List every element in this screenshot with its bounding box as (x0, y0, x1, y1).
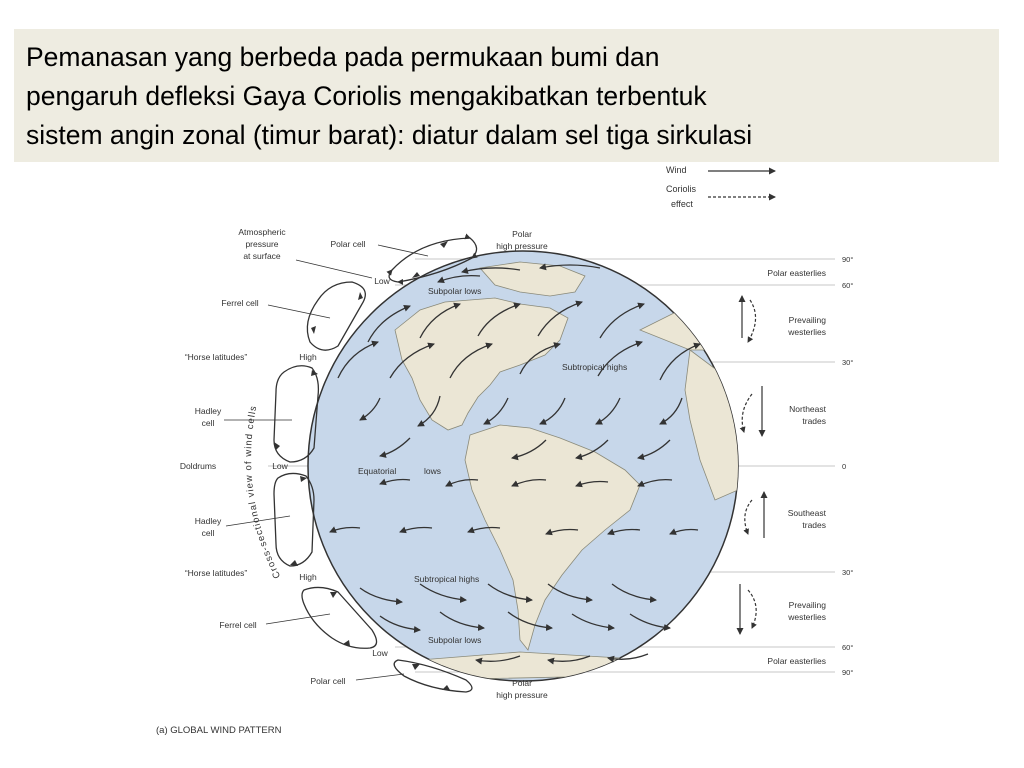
subtropical-highs-bottom-label: Subtropical highs (414, 574, 480, 584)
polar-high-top-label-2: high pressure (496, 241, 548, 251)
cell-arrowhead (290, 560, 298, 566)
horse-latitudes-bottom-label: “Horse latitudes” (184, 568, 248, 578)
polar-high-top-label-1: Polar (512, 229, 532, 239)
cell-arrowhead (412, 664, 420, 670)
hadley-bottom-label-2: cell (201, 528, 215, 538)
legend (666, 165, 775, 209)
lows-label: lows (424, 466, 442, 476)
lat-n60: 60° (842, 281, 854, 290)
westerlies-bottom-coriolis-arrow (748, 590, 756, 628)
westerlies-bottom-label-1: Prevailing (788, 600, 826, 610)
leader-line (296, 260, 372, 278)
doldrums-label: Doldrums (179, 461, 217, 471)
polar-easterlies-top-label: Polar easterlies (767, 268, 826, 278)
lat-s30: 30° (842, 568, 854, 577)
ferrel-cell-top-label: Ferrel cell (221, 298, 259, 308)
polar-high-bottom-label-1: Polar (512, 678, 532, 688)
cell-arrowhead (442, 685, 450, 690)
polar-cell-top-label: Polar cell (330, 239, 366, 249)
hadley-top-label-2: cell (201, 418, 215, 428)
se-trades-label-2: trades (802, 520, 826, 530)
low-bottom-label: Low (372, 648, 388, 658)
lat-n90: 90° (842, 255, 854, 264)
low-mid-label: Low (272, 461, 288, 471)
westerlies-top-label-1: Prevailing (788, 315, 826, 325)
wind-belt-labels (767, 268, 826, 666)
subtropical-highs-top-label: Subtropical highs (562, 362, 628, 372)
westerlies-top-coriolis-arrow (748, 300, 756, 342)
legend-coriolis-label: Coriolis (666, 184, 697, 194)
leader-line (266, 614, 330, 624)
lat-s90: 90° (842, 668, 854, 677)
lat-s60: 60° (842, 643, 854, 652)
title-line-1: Pemanasan yang berbeda pada permukaan bumi dan (26, 42, 660, 72)
polar-easterlies-bottom-label: Polar easterlies (767, 656, 826, 666)
ferrel-cell-bottom-label: Ferrel cell (219, 620, 257, 630)
se-trades-label-1: Southeast (787, 508, 826, 518)
leader-line (268, 305, 330, 318)
leader-line (378, 245, 428, 256)
hadley-bottom-label-1: Hadley (194, 516, 222, 526)
ne-trades-label-2: trades (802, 416, 826, 426)
subpolar-lows-bottom-label: Subpolar lows (428, 635, 482, 645)
westerlies-top-label-2: westerlies (788, 327, 826, 337)
equatorial-label: Equatorial (358, 466, 397, 476)
cell-arrowhead (311, 326, 316, 334)
high-top-label: High (299, 352, 317, 362)
wind-belt-arrows (740, 296, 764, 634)
atm-label-2: pressure (245, 239, 279, 249)
legend-effect-label: effect (671, 199, 693, 209)
subpolar-lows-top-label: Subpolar lows (428, 286, 482, 296)
low-top-label: Low (374, 276, 390, 286)
title-line-2: pengaruh defleksi Gaya Coriolis mengakibatkan terbentuk (26, 81, 707, 111)
polar-cell-bottom-label: Polar cell (310, 676, 346, 686)
hadley-top-label-1: Hadley (194, 406, 222, 416)
legend-wind-label: Wind (666, 165, 687, 175)
lat-eq: 0 (842, 462, 847, 471)
cell-arrowhead (358, 292, 363, 300)
cell-arrowhead (330, 592, 337, 598)
title-line-3: sistem angin zonal (timur barat): diatur dalam sel tiga sirkulasi (26, 120, 753, 150)
latitude-values (842, 255, 853, 677)
horse-latitudes-top-label: “Horse latitudes” (184, 352, 248, 362)
atm-label-3: at surface (243, 251, 281, 261)
se-trades-coriolis-arrow (745, 500, 752, 534)
ne-trades-label-1: Northeast (789, 404, 826, 414)
leader-line (356, 674, 404, 680)
polar-high-bottom-label-2: high pressure (496, 690, 548, 700)
ne-trades-coriolis-arrow (742, 394, 752, 432)
hadley-cell-bottom (274, 473, 314, 566)
atm-label-1: Atmospheric (238, 227, 286, 237)
westerlies-bottom-label-2: westerlies (788, 612, 826, 622)
lat-n30: 30° (842, 358, 854, 367)
cross-section-label-text: Cross-sectional view of wind cells (243, 404, 284, 581)
figure-caption: (a) GLOBAL WIND PATTERN (156, 725, 282, 736)
high-bottom-label: High (299, 572, 317, 582)
